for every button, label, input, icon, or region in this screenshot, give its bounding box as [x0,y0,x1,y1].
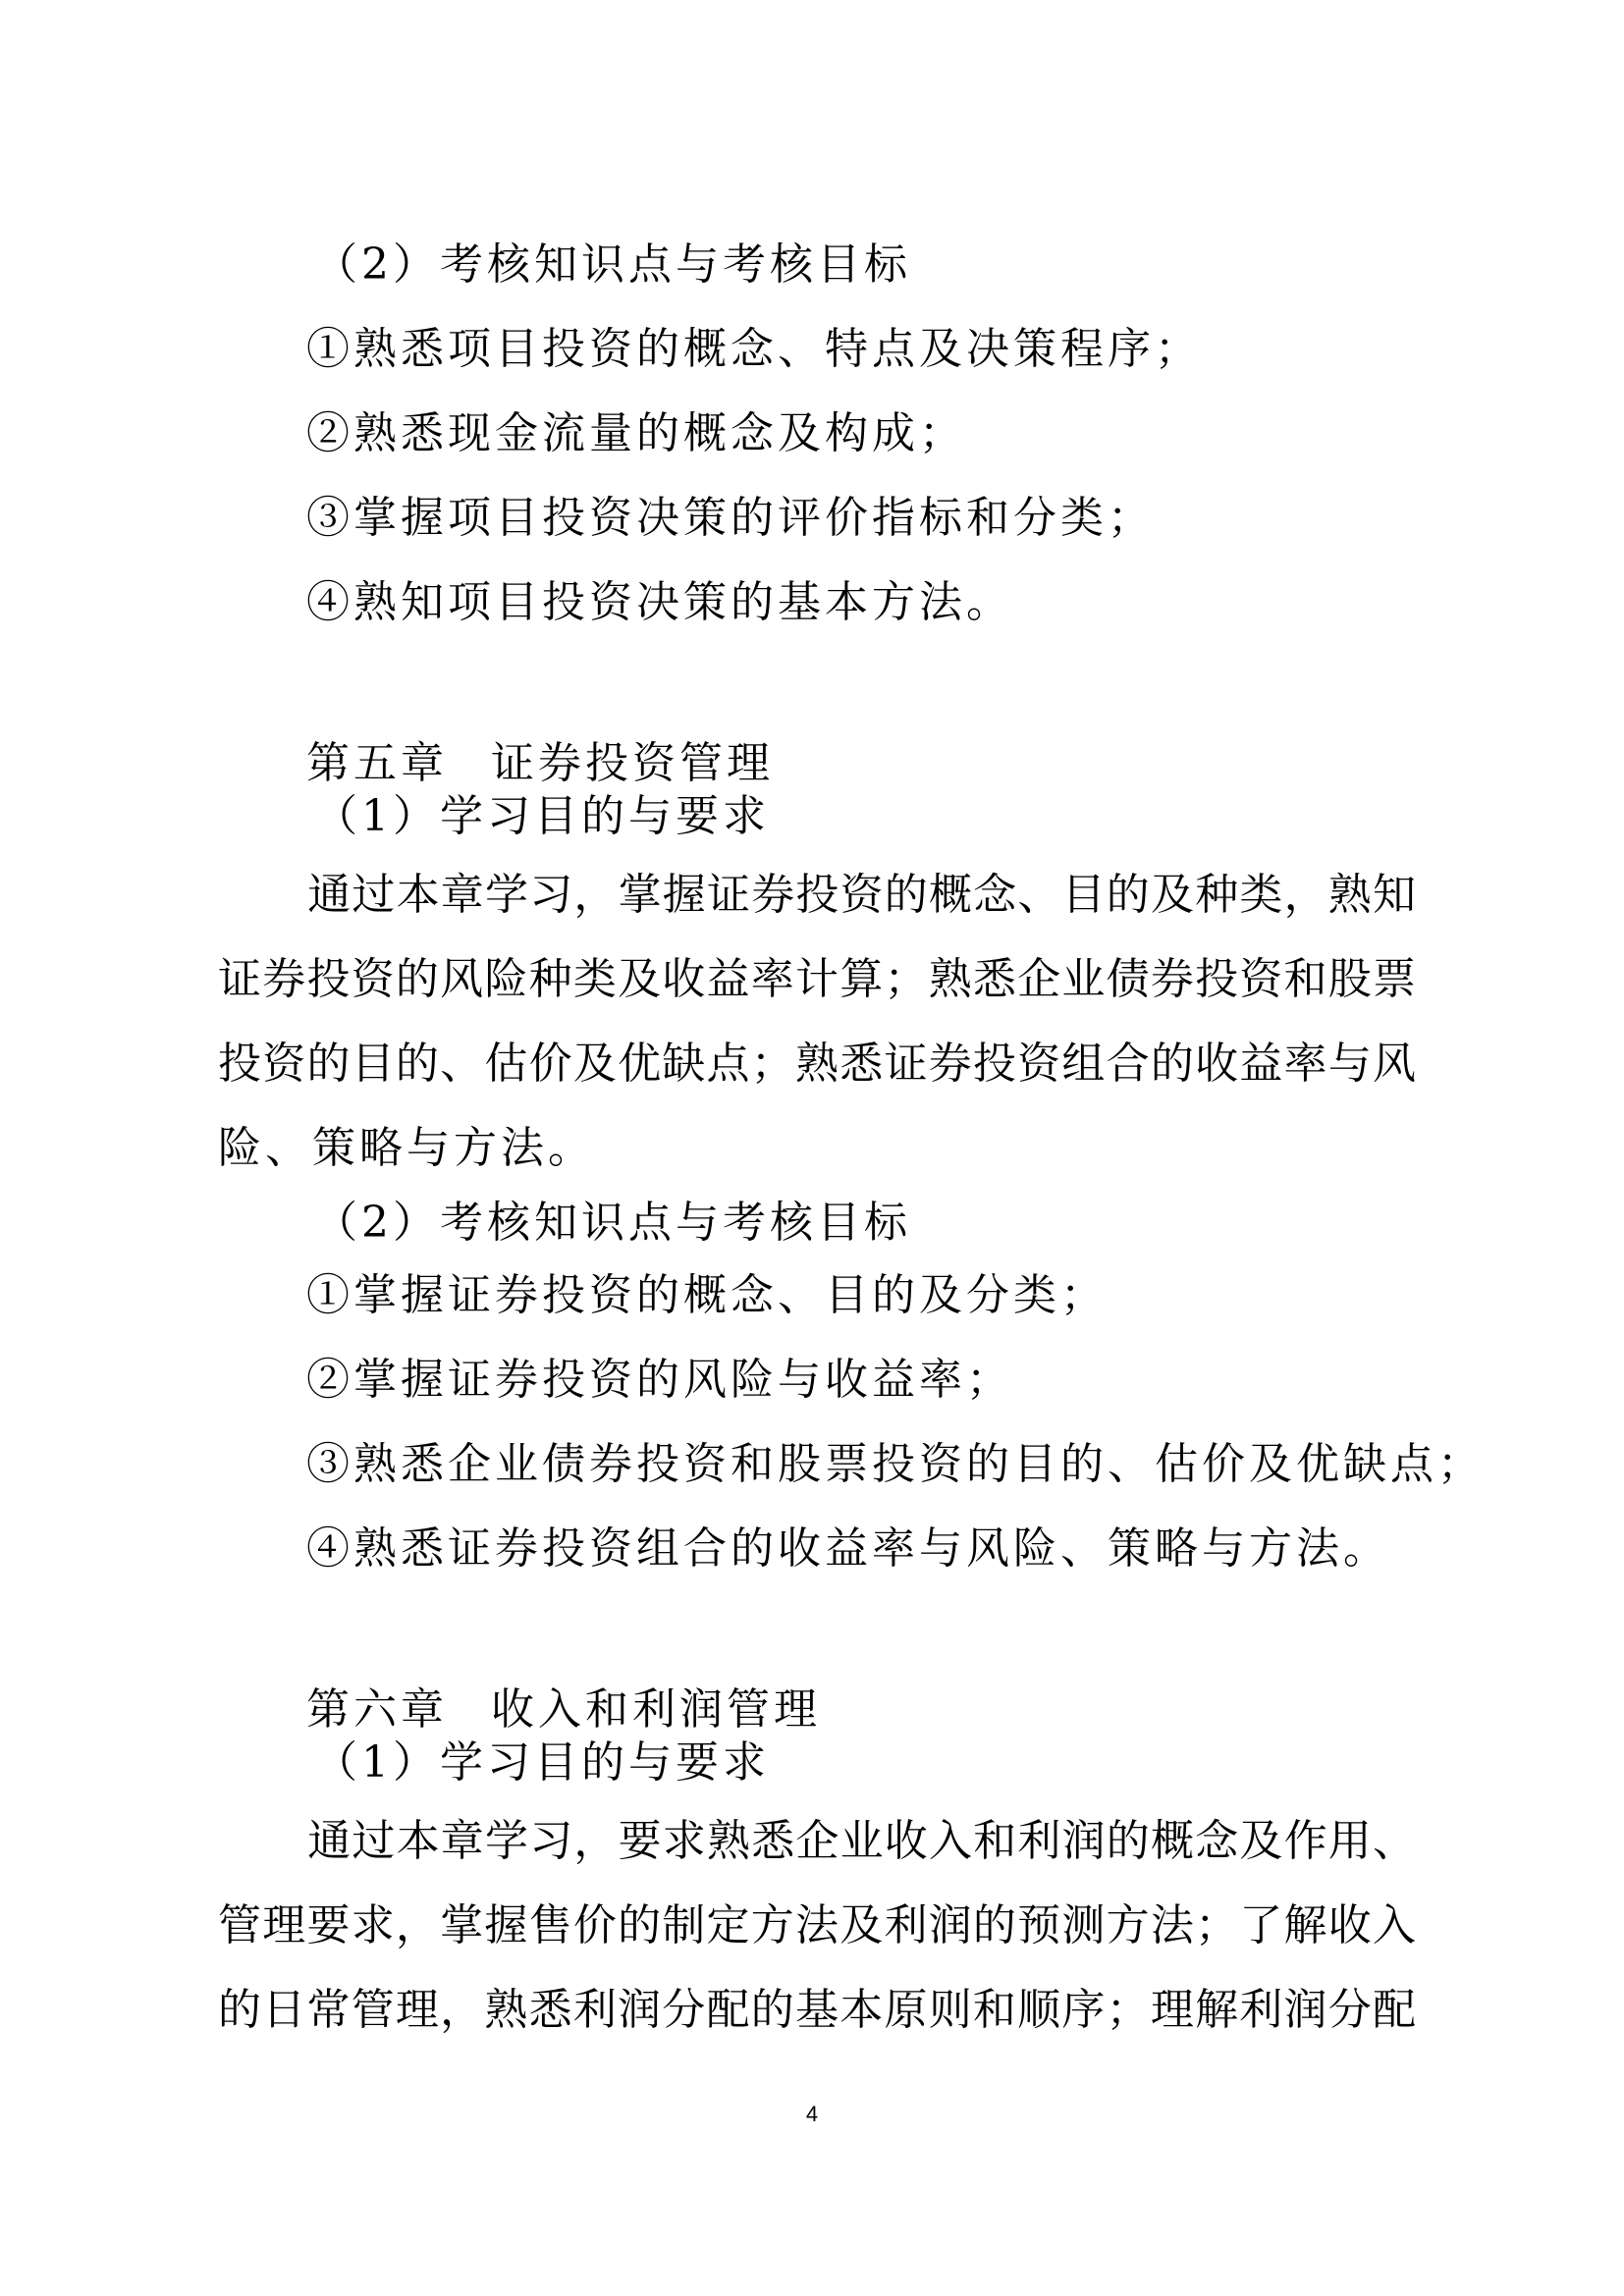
section4-item-4: ④熟知项目投资决策的基本方法。 [306,577,1013,627]
chapter5-name: 证券投资管理 [491,738,774,788]
chapter5-number: 第五章 [306,738,448,788]
chapter6-purpose-line-2: 管理要求，掌握售价的制定方法及利润的预测方法；了解收入 [218,1900,1416,1950]
chapter5-purpose-line-1: 通过本章学习，掌握证券投资的概念、目的及种类，熟知 [306,870,1416,920]
chapter6-title [306,1682,821,1737]
chapter6-purpose-line-3: 的日常管理，熟悉利润分配的基本原则和顺序；理解利润分配 [218,1985,1416,2035]
chapter5-item-1: ①掌握证券投资的概念、目的及分类； [306,1270,1108,1320]
chapter5-title [306,736,774,791]
chapter5-purpose-heading: （1）学习目的与要求 [314,791,770,841]
section4-item-1: ①熟悉项目投资的概念、特点及决策程序； [306,324,1202,374]
chapter6-name: 收入和利润管理 [491,1684,821,1735]
section4-item-2: ②熟悉现金流量的概念及构成； [306,408,966,458]
chapter5-objectives-heading: （2）考核知识点与考核目标 [314,1198,911,1248]
page-number: 4 [805,2102,819,2126]
chapter5-item-4: ④熟悉证券投资组合的收益率与风险、策略与方法。 [306,1523,1390,1574]
chapter5-purpose-line-4: 险、策略与方法。 [218,1123,595,1173]
chapter6-purpose-line-1: 通过本章学习，要求熟悉企业收入和利润的概念及作用、 [306,1816,1416,1866]
chapter6-number: 第六章 [306,1684,448,1735]
chapter5-purpose-line-3: 投资的目的、估价及优缺点；熟悉证券投资组合的收益率与风 [218,1039,1416,1089]
chapter5-purpose-line-2: 证券投资的风险种类及收益率计算；熟悉企业债券投资和股票 [218,954,1416,1004]
chapter5-item-3: ③熟悉企业债券投资和股票投资的目的、估价及优缺点； [306,1439,1485,1489]
chapter5-item-2: ②掌握证券投资的风险与收益率； [306,1355,1013,1405]
section4-objectives-heading: （2）考核知识点与考核目标 [314,240,911,290]
chapter6-purpose-heading: （1）学习目的与要求 [314,1737,770,1788]
section4-item-3: ③掌握项目投资决策的评价指标和分类； [306,493,1155,543]
